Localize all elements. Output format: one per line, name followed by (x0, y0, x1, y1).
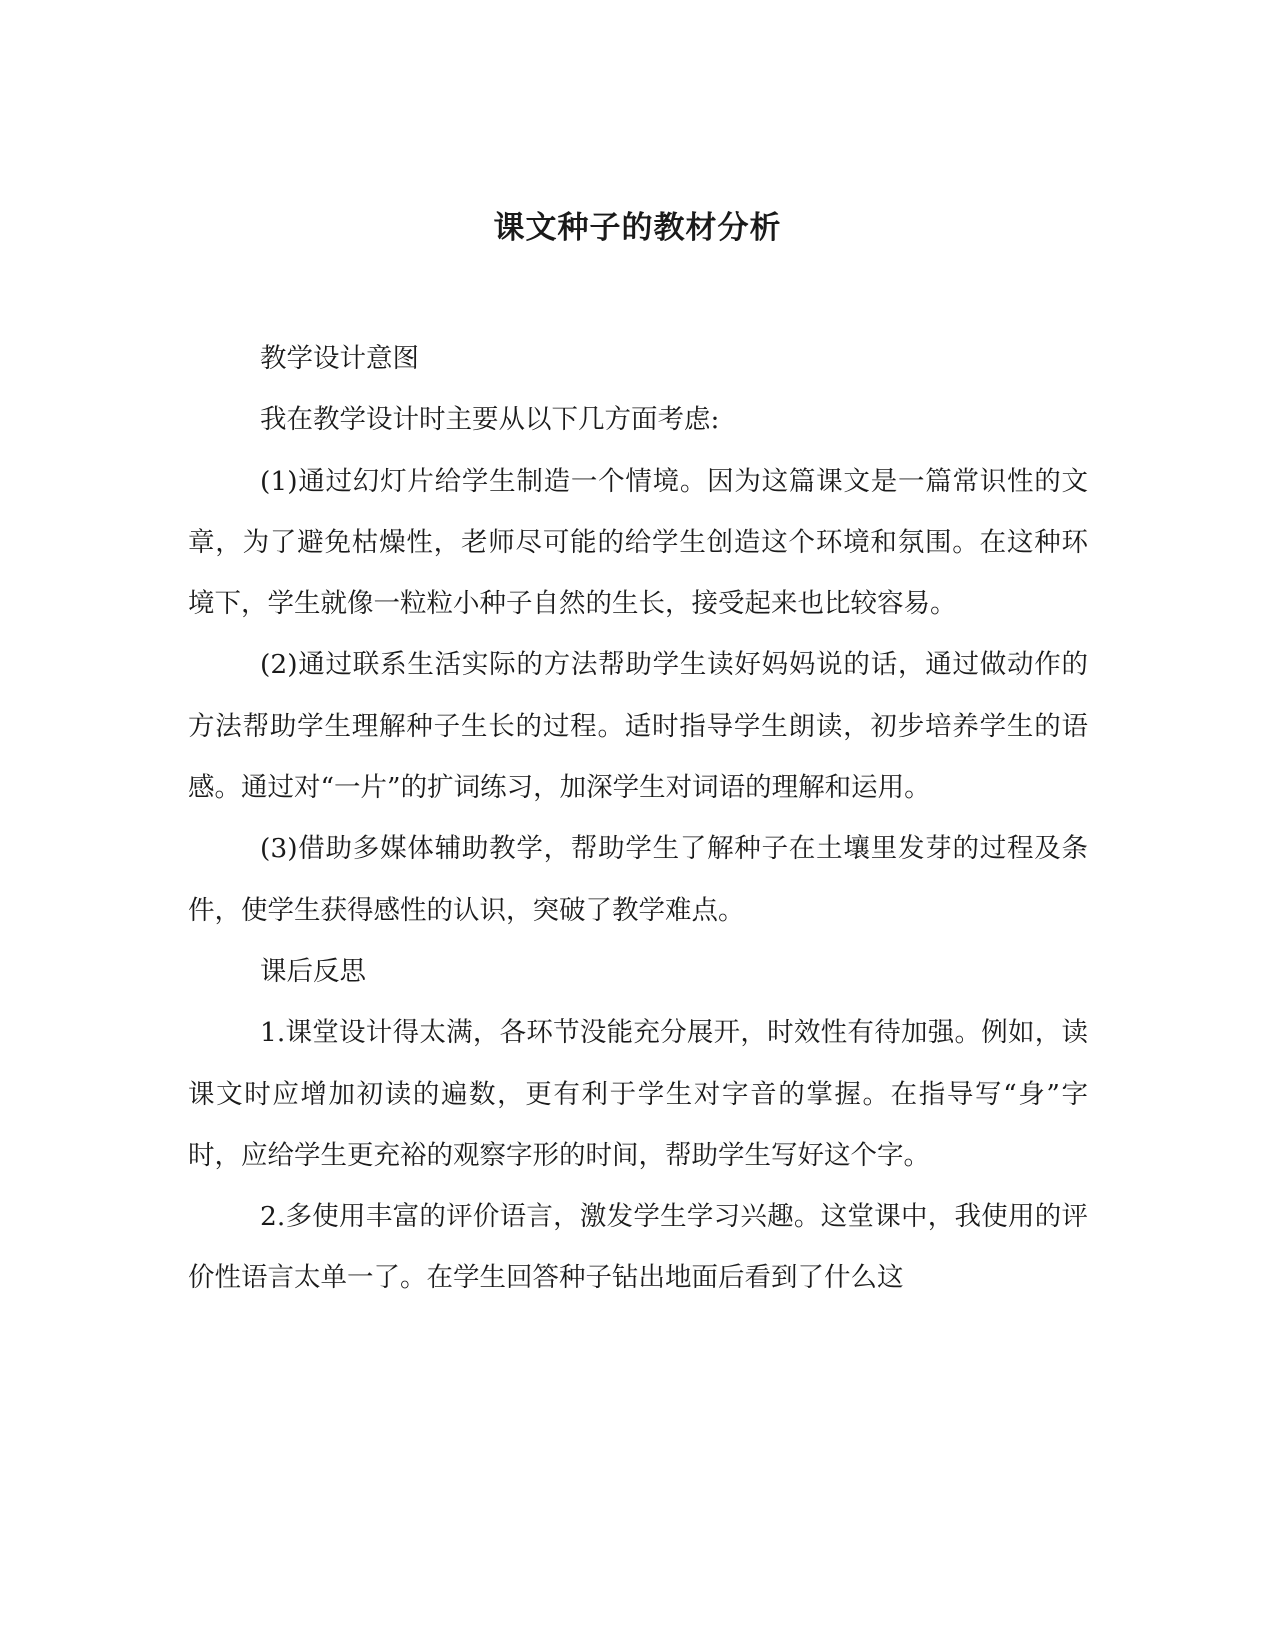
section-heading-design-intent: 教学设计意图 (260, 343, 419, 374)
document-body (188, 328, 1088, 1309)
paragraph-intro: 我在教学设计时主要从以下几方面考虑: (260, 404, 720, 436)
paragraph-reflection-1: 1.课堂设计得太满，各环节没能充分展开，时效性有待加强。例如，读课文时应增加初读的遍数，更有利于学生对字音的掌握。在指导写“身”字时，应给学生更充裕的观察字形的时间，帮助学生写好这个字。 (188, 1017, 1088, 1171)
paragraph-reflection-2: 2.多使用丰富的评价语言，激发学生学习兴趣。这堂课中，我使用的评价性语言太单一了。在学生回答种子钻出地面后看到了什么这 (188, 1201, 1088, 1294)
paragraph-point-3: (3)借助多媒体辅助教学，帮助学生了解种子在土壤里发芽的过程及条件，使学生获得感性的认识，突破了教学难点。 (188, 833, 1088, 926)
paragraph-point-2: (2)通过联系生活实际的方法帮助学生读好妈妈说的话，通过做动作的方法帮助学生理解种子生长的过程。适时指导学生朗读，初步培养学生的语感。通过对“一片”的扩词练习，加深学生对词语的理解和运用。 (188, 649, 1088, 804)
paragraph-point-1: (1)通过幻灯片给学生制造一个情境。因为这篇课文是一篇常识性的文章，为了避免枯燥性，老师尽可能的给学生创造这个环境和氛围。在这种环境下，学生就像一粒粒小种子自然的生长，接受起来也比较容易。 (188, 465, 1088, 620)
section-heading-reflection: 课后反思 (260, 955, 366, 987)
document-title: 课文种子的教材分析 (493, 210, 782, 246)
